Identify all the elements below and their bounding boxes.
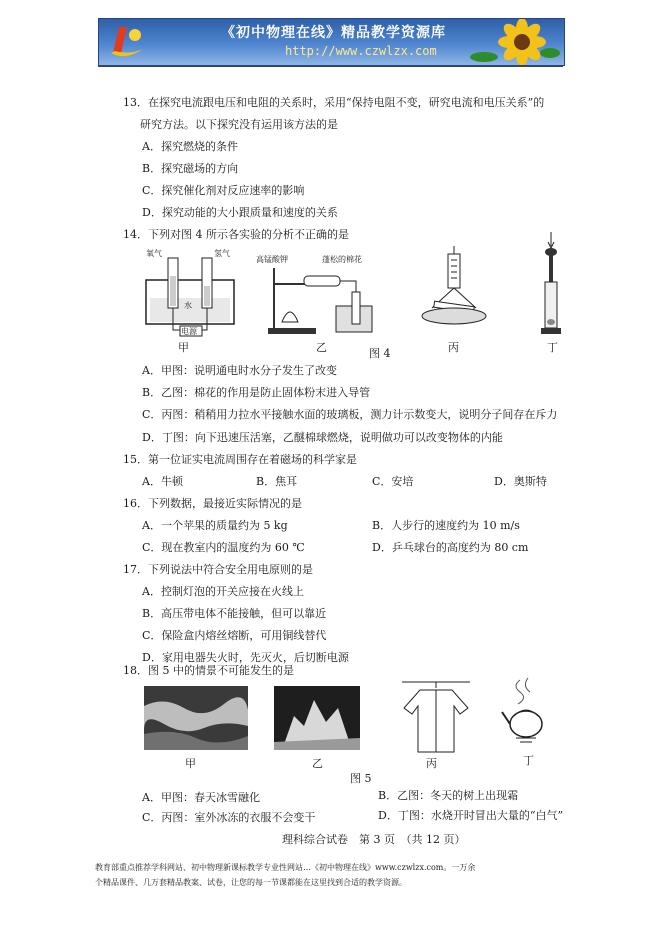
kmno4-heating-figure bbox=[260, 262, 380, 338]
fig4-caption: 图 4 bbox=[369, 347, 391, 360]
q15-option-b: B．焦耳 bbox=[256, 475, 298, 488]
q17-option-d: D．家用电器失火时，先灭火，后切断电源 bbox=[142, 651, 349, 664]
fig5-panel-ding: 丁 bbox=[523, 754, 534, 767]
sunflower-icon bbox=[464, 19, 560, 65]
label-oxygen: 氧气 bbox=[146, 249, 162, 258]
frozen-shirt-figure bbox=[398, 678, 474, 756]
q16-option-d: D．乒乓球台的高度约为 80 cm bbox=[372, 541, 529, 554]
site-logo-icon bbox=[105, 23, 149, 61]
label-cotton: 蓬松的棉花 bbox=[322, 255, 362, 264]
q14-stem: 14．下列对图 4 所示各实验的分析不正确的是 bbox=[123, 228, 349, 241]
q15-option-c: C．安培 bbox=[372, 475, 414, 488]
banner-divider bbox=[98, 66, 563, 67]
q14-option-c: C．丙图：稍稍用力拉水平接触水面的玻璃板，测力计示数变大，说明分子间存在斥力 bbox=[142, 408, 558, 421]
q17-option-b: B．高压带电体不能接触，但可以靠近 bbox=[142, 607, 327, 620]
page-footer: 理科综合试卷 第 3 页 （共 12 页） bbox=[282, 833, 466, 846]
q13-option-b: B．探究磁场的方向 bbox=[142, 162, 239, 175]
fig4-panel-jia: 甲 bbox=[178, 341, 189, 354]
q14-option-d: D．丁图：向下迅速压活塞，乙醚棉球燃烧，说明做功可以改变物体的内能 bbox=[142, 431, 503, 444]
q18-option-d: D．丁图：水烧开时冒出大量的“白气” bbox=[378, 809, 564, 822]
q18-option-c: C．丙图：室外冰冻的衣服不会变干 bbox=[142, 811, 316, 824]
label-power-supply: 电源 bbox=[181, 327, 197, 336]
q18-stem: 18．图 5 中的情景不可能发生的是 bbox=[123, 664, 294, 677]
q16-option-a: A．一个苹果的质量约为 5 kg bbox=[142, 519, 288, 532]
q18-option-b: B．乙图：冬天的树上出现霜 bbox=[378, 789, 519, 802]
fig5-panel-jia: 甲 bbox=[185, 757, 196, 770]
frost-tree-photo bbox=[274, 686, 360, 750]
fig5-caption: 图 5 bbox=[350, 772, 372, 785]
q13-stem-line2: 研究方法。以下探究没有运用该方法的是 bbox=[140, 118, 338, 131]
q15-option-a: A．牛顿 bbox=[142, 475, 183, 488]
q17-option-c: C．保险盒内熔丝熔断，可用铜线替代 bbox=[142, 629, 327, 642]
fig5-panel-yi: 乙 bbox=[312, 757, 323, 770]
label-water: 水 bbox=[184, 301, 192, 310]
q18-option-a: A．甲图：春天冰雪融化 bbox=[142, 791, 260, 804]
q13-option-a: A．探究燃烧的条件 bbox=[142, 140, 238, 153]
q13-option-d: D．探究动能的大小跟质量和速度的关系 bbox=[142, 206, 338, 219]
banner-title: 《初中物理在线》精品教学资源库 bbox=[221, 25, 446, 41]
q16-option-b: B．人步行的速度约为 10 m/s bbox=[372, 519, 520, 532]
fire-syringe-figure bbox=[536, 232, 566, 338]
melting-snow-photo bbox=[144, 686, 248, 750]
q17-stem: 17．下列说法中符合安全用电原则的是 bbox=[123, 563, 313, 576]
site-banner bbox=[98, 18, 565, 66]
q16-option-c: C．现在教室内的温度约为 60 ℃ bbox=[142, 541, 305, 554]
q13-stem-line1: 13．在探究电流跟电压和电阻的关系时，采用“保持电阻不变，研究电流和电压关系”的 bbox=[123, 96, 545, 109]
q14-option-b: B．乙图：棉花的作用是防止固体粉末进入导管 bbox=[142, 386, 371, 399]
q15-option-d: D．奥斯特 bbox=[494, 475, 547, 488]
q14-option-a: A．甲图：说明通电时水分子发生了改变 bbox=[142, 364, 337, 377]
fig4-panel-yi: 乙 bbox=[316, 341, 327, 354]
label-hydrogen: 氢气 bbox=[214, 249, 230, 258]
site-footer-line1: 教育部重点推荐学科网站、初中物理新课标教学专业性网站…《初中物理在线》www.czwlzx.com。一万余 bbox=[95, 863, 476, 872]
label-kmno4: 高锰酸钾 bbox=[256, 255, 288, 264]
boiling-kettle-figure bbox=[500, 676, 556, 746]
q13-option-c: C．探究催化剂对反应速率的影响 bbox=[142, 184, 305, 197]
spring-scale-glass-plate-figure bbox=[420, 244, 488, 328]
fig4-panel-bing: 丙 bbox=[448, 341, 459, 354]
q15-stem: 15．第一位证实电流周围存在着磁场的科学家是 bbox=[123, 453, 357, 466]
q17-option-a: A．控制灯泡的开关应接在火线上 bbox=[142, 585, 304, 598]
fig4-panel-ding: 丁 bbox=[547, 341, 558, 354]
banner-url[interactable]: http://www.czwlzx.com bbox=[285, 44, 437, 58]
q16-stem: 16．下列数据，最接近实际情况的是 bbox=[123, 497, 302, 510]
fig5-panel-bing: 丙 bbox=[426, 757, 437, 770]
site-footer-line2: 个精品课件、几万套精品教案、试卷，让您的每一节课都能在这里找到合适的教学资源。 bbox=[95, 878, 407, 887]
